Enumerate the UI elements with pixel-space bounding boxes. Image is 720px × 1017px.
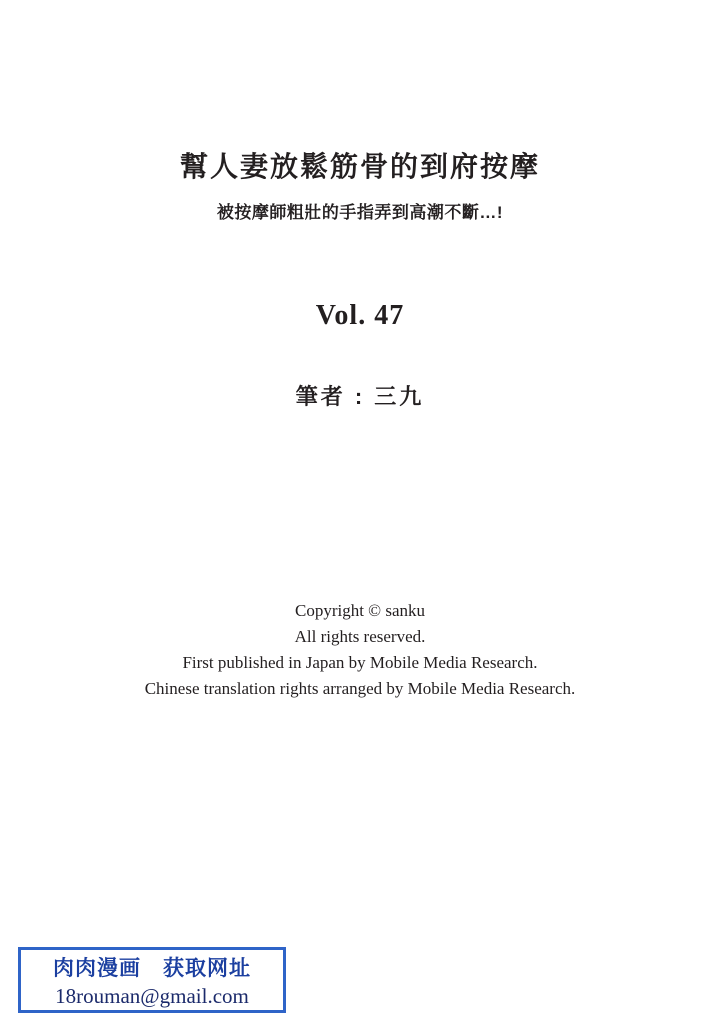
volume-label: Vol. 47: [315, 300, 405, 331]
watermark-site-name: 肉肉漫画 获取网址: [53, 956, 251, 980]
page-subtitle: 被按摩師粗壯的手指弄到高潮不斷…!: [216, 202, 504, 222]
author-label: 筆者 : 三九: [295, 384, 425, 409]
copyright-line-4: Chinese translation rights arranged by Mobile Media Research.: [144, 679, 576, 698]
copyright-line-3: First published in Japan by Mobile Media Research.: [182, 653, 538, 672]
title-block: [0, 150, 720, 223]
page-title: 幫人妻放鬆筋骨的到府按摩: [179, 151, 540, 182]
copyright-line-2: All rights reserved.: [294, 627, 426, 646]
watermark-badge: [18, 947, 286, 1013]
watermark-email: 18rouman@gmail.com: [55, 983, 249, 1008]
copyright-line-1: Copyright © sanku: [294, 601, 426, 620]
copyright-block: [0, 598, 720, 702]
